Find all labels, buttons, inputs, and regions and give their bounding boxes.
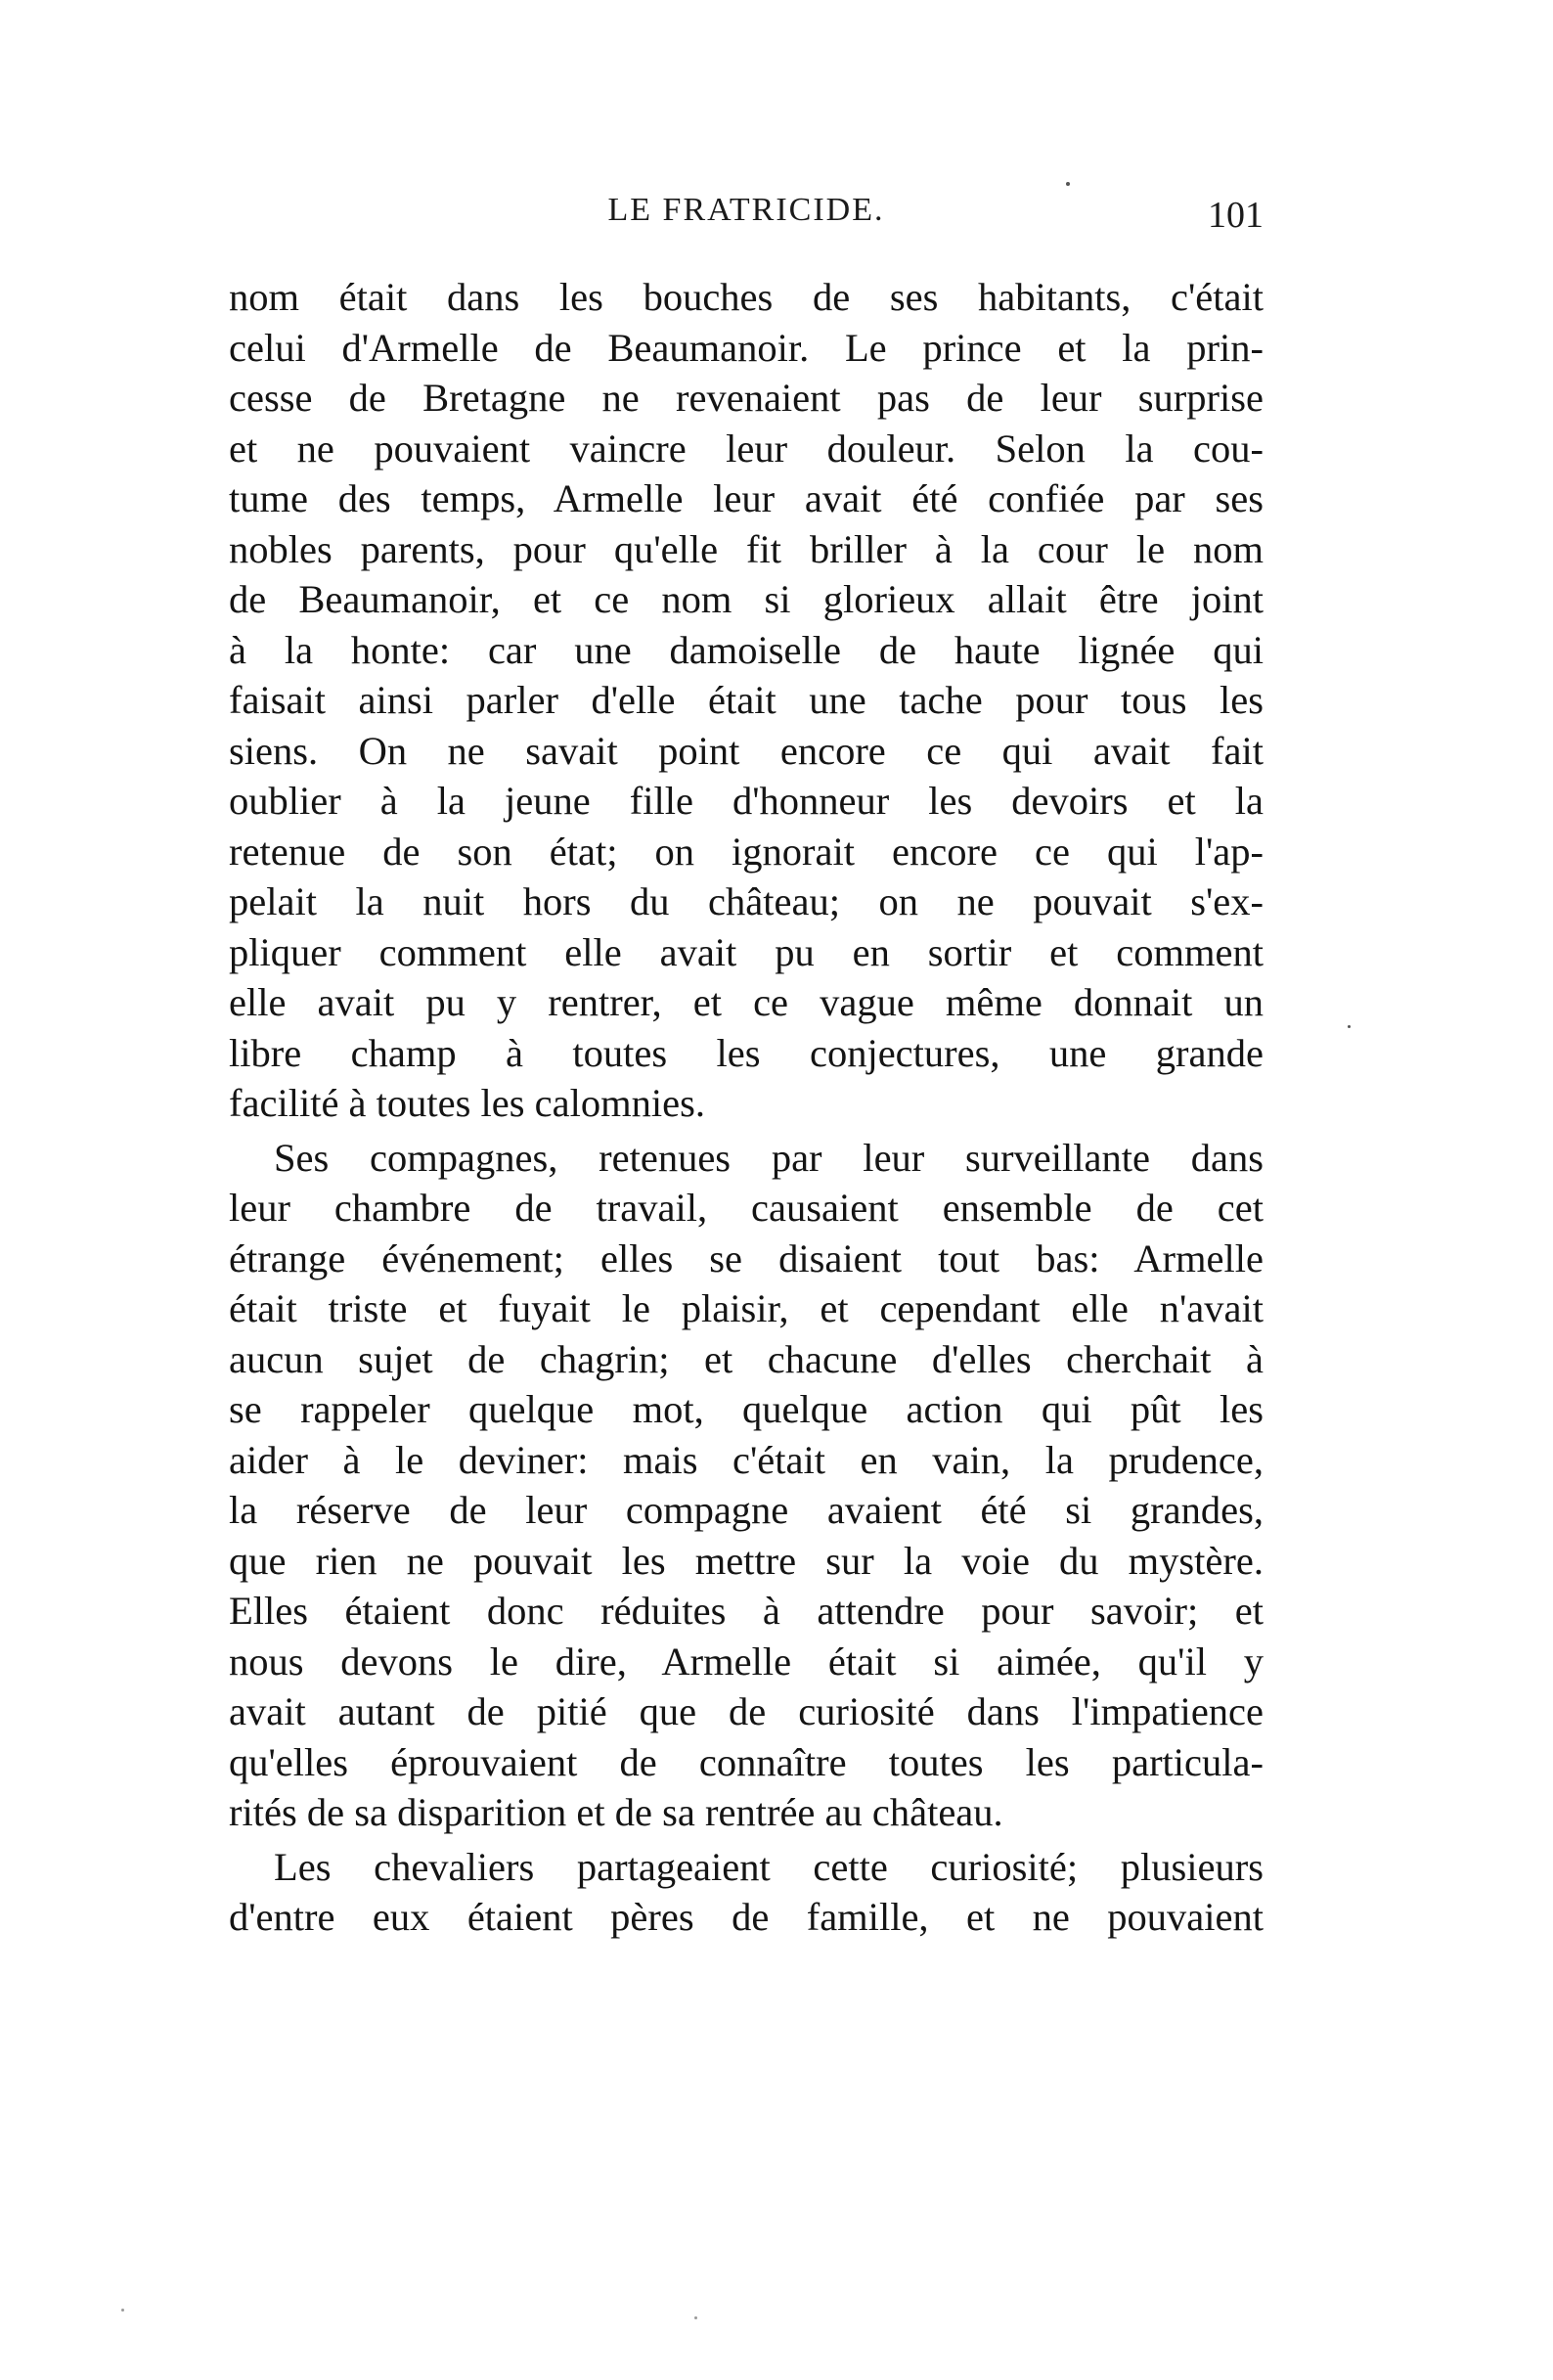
text-line: nobles parents, pour qu'elle fit briller à la cour le nom xyxy=(229,526,1264,571)
text-line: siens. On ne savait point encore ce qui avait fait xyxy=(229,728,1264,773)
page-number: 101 xyxy=(1208,195,1264,236)
text-line: Les chevaliers partageaient cette curiosité; plusieurs xyxy=(274,1844,1264,1889)
scan-speck xyxy=(694,2316,697,2319)
text-line: rités de sa disparition et de sa rentrée au château. xyxy=(229,1790,1003,1834)
text-line: leur chambre de travail, causaient ensemble de cet xyxy=(229,1186,1264,1230)
text-line: tume des temps, Armelle leur avait été confiée par ses xyxy=(229,476,1264,520)
text-line: nom était dans les bouches de ses habitants, c'était xyxy=(229,275,1264,319)
text-line: étrange événement; elles se disaient tout bas: Armelle xyxy=(229,1235,1264,1280)
text-line: faisait ainsi parler d'elle était une tache pour tous les xyxy=(229,678,1264,722)
scan-speck xyxy=(1348,1025,1351,1028)
text-line: la réserve de leur compagne avaient été si grandes, xyxy=(229,1488,1264,1532)
text-line: retenue de son état; on ignorait encore ce qui l'ap- xyxy=(229,829,1264,874)
text-line: et ne pouvaient vaincre leur douleur. Selon la cou- xyxy=(229,426,1264,471)
text-line: cesse de Bretagne ne revenaient pas de leur surprise xyxy=(229,376,1264,420)
text-line: libre champ à toutes les conjectures, une grande xyxy=(229,1030,1264,1075)
text-line: nous devons le dire, Armelle était si aimée, qu'il y xyxy=(229,1639,1264,1684)
text-line: celui d'Armelle de Beaumanoir. Le prince et la prin- xyxy=(229,325,1264,370)
scan-speck xyxy=(121,2309,124,2312)
scan-speck xyxy=(1066,182,1070,186)
text-line: pelait la nuit hors du château; on ne pouvait s'ex- xyxy=(229,879,1264,923)
text-line: à la honte: car une damoiselle de haute lignée qui xyxy=(229,627,1264,672)
paragraph-2 xyxy=(229,1133,1264,1838)
text-line: était triste et fuyait le plaisir, et cependant elle n'avait xyxy=(229,1286,1264,1330)
paragraph-1 xyxy=(229,272,1264,1129)
text-line: pliquer comment elle avait pu en sortir et comment xyxy=(229,929,1264,974)
text-line: se rappeler quelque mot, quelque action qui pût les xyxy=(229,1387,1264,1431)
text-line: Elles étaient donc réduites à attendre pour savoir; et xyxy=(229,1589,1264,1633)
running-title: LE FRATRICIDE. xyxy=(607,192,885,228)
text-line: d'entre eux étaient pères de famille, et ne pouvaient xyxy=(229,1895,1264,1939)
body-text xyxy=(229,272,1264,1943)
text-line: Ses compagnes, retenues par leur surveillante dans xyxy=(274,1135,1264,1180)
text-line: aider à le deviner: mais c'était en vain, la prudence, xyxy=(229,1437,1264,1482)
text-line: que rien ne pouvait les mettre sur la voie du mystère. xyxy=(229,1538,1264,1583)
text-line: qu'elles éprouvaient de connaître toutes les particula- xyxy=(229,1739,1264,1784)
text-line: facilité à toutes les calomnies. xyxy=(229,1081,705,1125)
text-line: de Beaumanoir, et ce nom si glorieux allait être joint xyxy=(229,577,1264,621)
running-head xyxy=(229,192,1264,250)
paragraph-3 xyxy=(229,1842,1264,1943)
text-line: oublier à la jeune fille d'honneur les devoirs et la xyxy=(229,779,1264,823)
text-line: elle avait pu y rentrer, et ce vague même donnait un xyxy=(229,980,1264,1024)
text-line: aucun sujet de chagrin; et chacune d'elles cherchait à xyxy=(229,1336,1264,1381)
text-line: avait autant de pitié que de curiosité dans l'impatience xyxy=(229,1689,1264,1733)
